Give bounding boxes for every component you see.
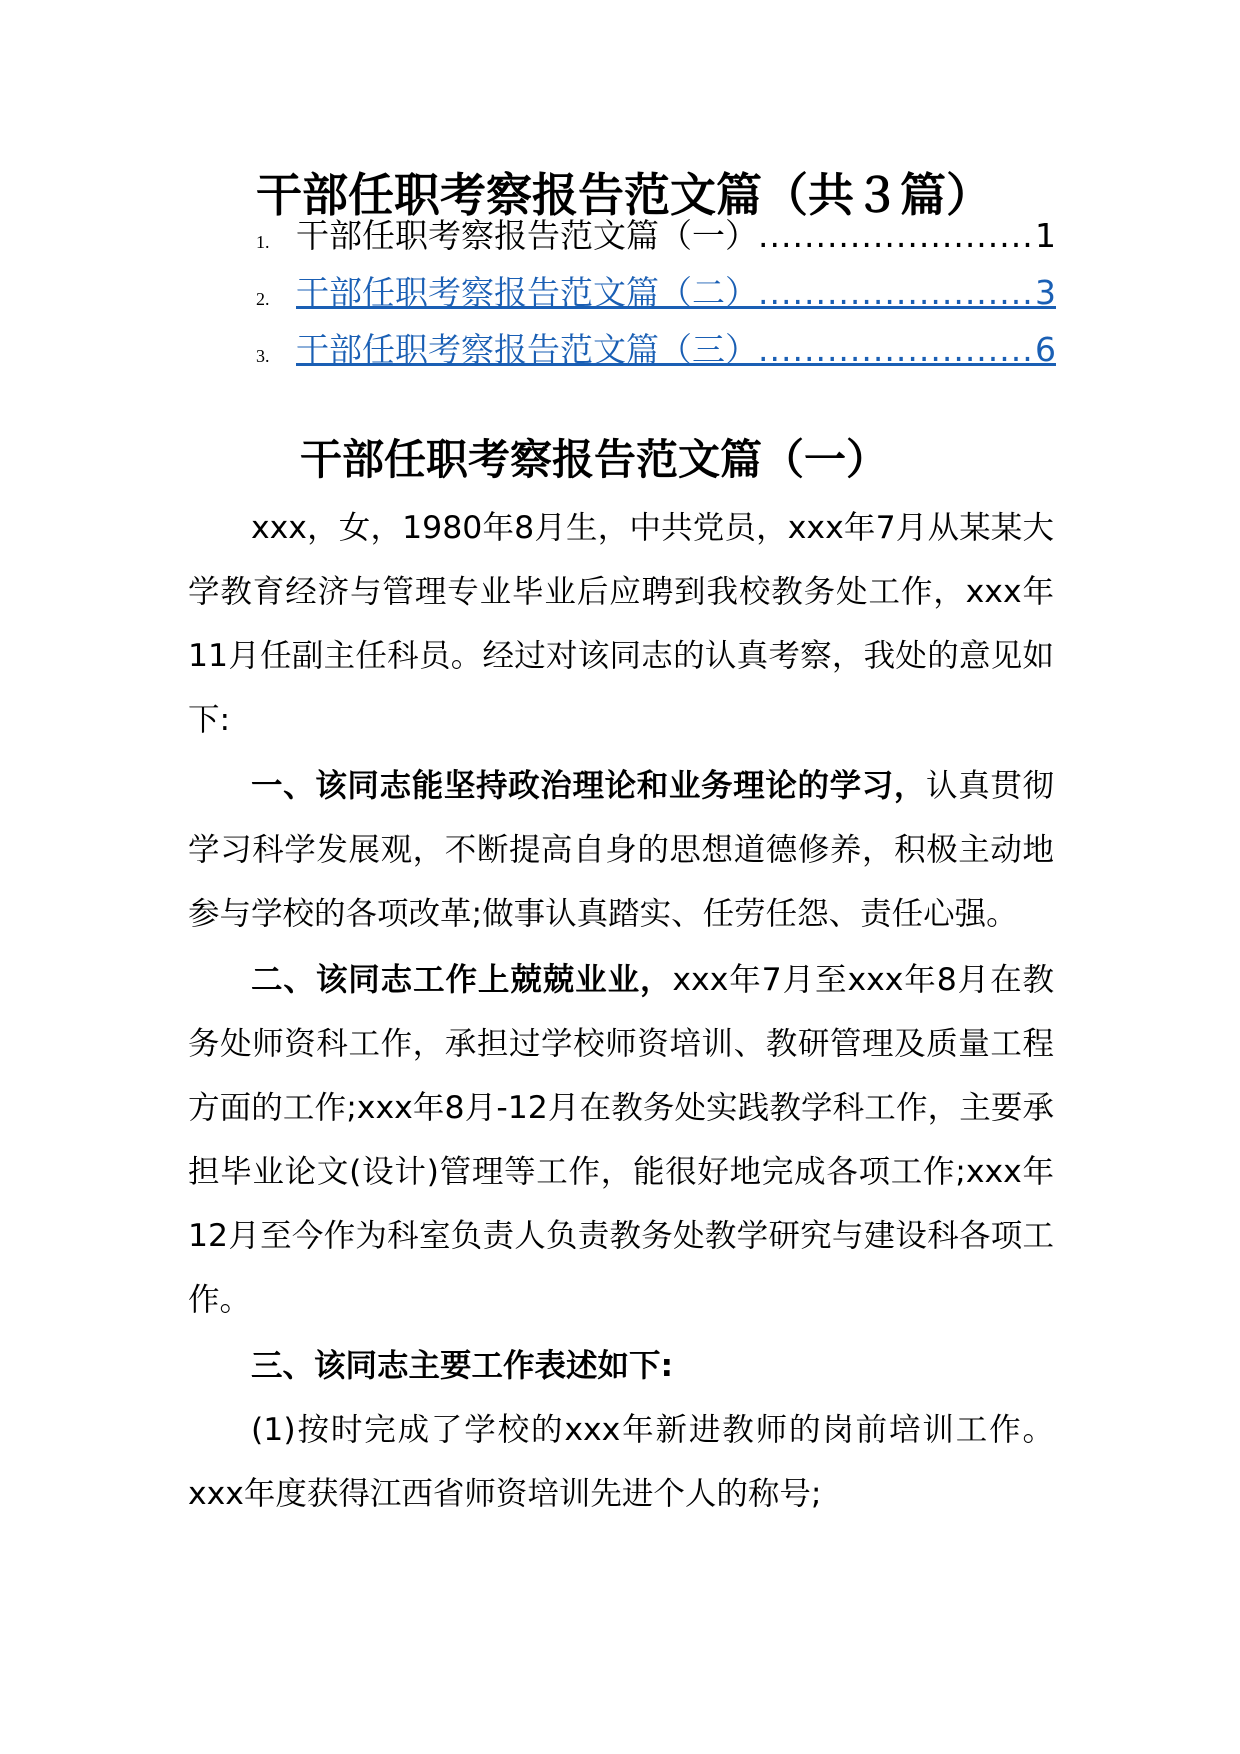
toc-number: 3. [256, 346, 270, 366]
toc-link[interactable] [296, 324, 1056, 376]
paragraph-4 [188, 1334, 1054, 1398]
toc-entry-text: 干部任职考察报告范文篇（二） [296, 273, 758, 312]
toc-page-number: 3 [1035, 273, 1056, 312]
toc-dot-leader [758, 267, 1035, 319]
paragraph-5 [188, 1398, 1054, 1526]
paragraph-heading: 二、该同志工作上兢兢业业， [251, 962, 673, 998]
toc-link[interactable] [296, 267, 1056, 319]
toc-entry-text: 干部任职考察报告范文篇（三） [296, 330, 758, 369]
toc-item-1[interactable] [256, 210, 1056, 262]
section-title: 干部任职考察报告范文篇（一） [300, 435, 889, 484]
toc-number: 2. [256, 289, 270, 309]
toc-page-number: 6 [1035, 330, 1056, 369]
paragraph-2 [188, 754, 1054, 946]
paragraph-1 [188, 496, 1054, 752]
toc-page-number: 1 [1035, 216, 1056, 255]
toc-item-3[interactable] [256, 324, 1056, 376]
paragraph-heading: 三、该同志主要工作表述如下: [251, 1348, 674, 1384]
paragraph-heading: 一、该同志能坚持政治理论和业务理论的学习， [251, 768, 927, 804]
toc-dot-leader [758, 210, 1035, 262]
paragraph-text: 认真贯彻学习科学发展观，不断提高自身的思想道德修养，积极主动地参与学校的各项改革;做事认真踏实、任劳任怨、责任心强。 [188, 768, 1054, 932]
document-title: 干部任职考察报告范文篇（共３篇） [256, 168, 992, 222]
toc-entry-text: 干部任职考察报告范文篇（一） [296, 216, 758, 255]
paragraph-text: xxx，女，1980年8月生，中共党员，xxx年7月从某某大学教育经济与管理专业毕业后应聘到我校教务处工作，xxx年11月任副主任科员。经过对该同志的认真考察，我处的意见如下: [188, 510, 1054, 738]
body-text [188, 496, 1054, 1526]
paragraph-text: (1)按时完成了学校的xxx年新进教师的岗前培训工作。xxx年度获得江西省师资培训先进个人的称号; [188, 1412, 1054, 1512]
toc-number: 1. [256, 232, 270, 252]
paragraph-text: xxx年7月至xxx年8月在教务处师资科工作，承担过学校师资培训、教研管理及质量工程方面的工作;xxx年8月-12月在教务处实践教学科工作，主要承担毕业论文(设计)管理等工作，能很好地完成各项工作;xxx年12月至今作为科室负责人负责教务处教学研究与建设科各项工作。 [188, 962, 1054, 1318]
paragraph-3 [188, 948, 1054, 1332]
toc-dot-leader [758, 324, 1035, 376]
toc-item-2[interactable] [256, 267, 1056, 319]
toc-entry[interactable] [296, 210, 1056, 262]
